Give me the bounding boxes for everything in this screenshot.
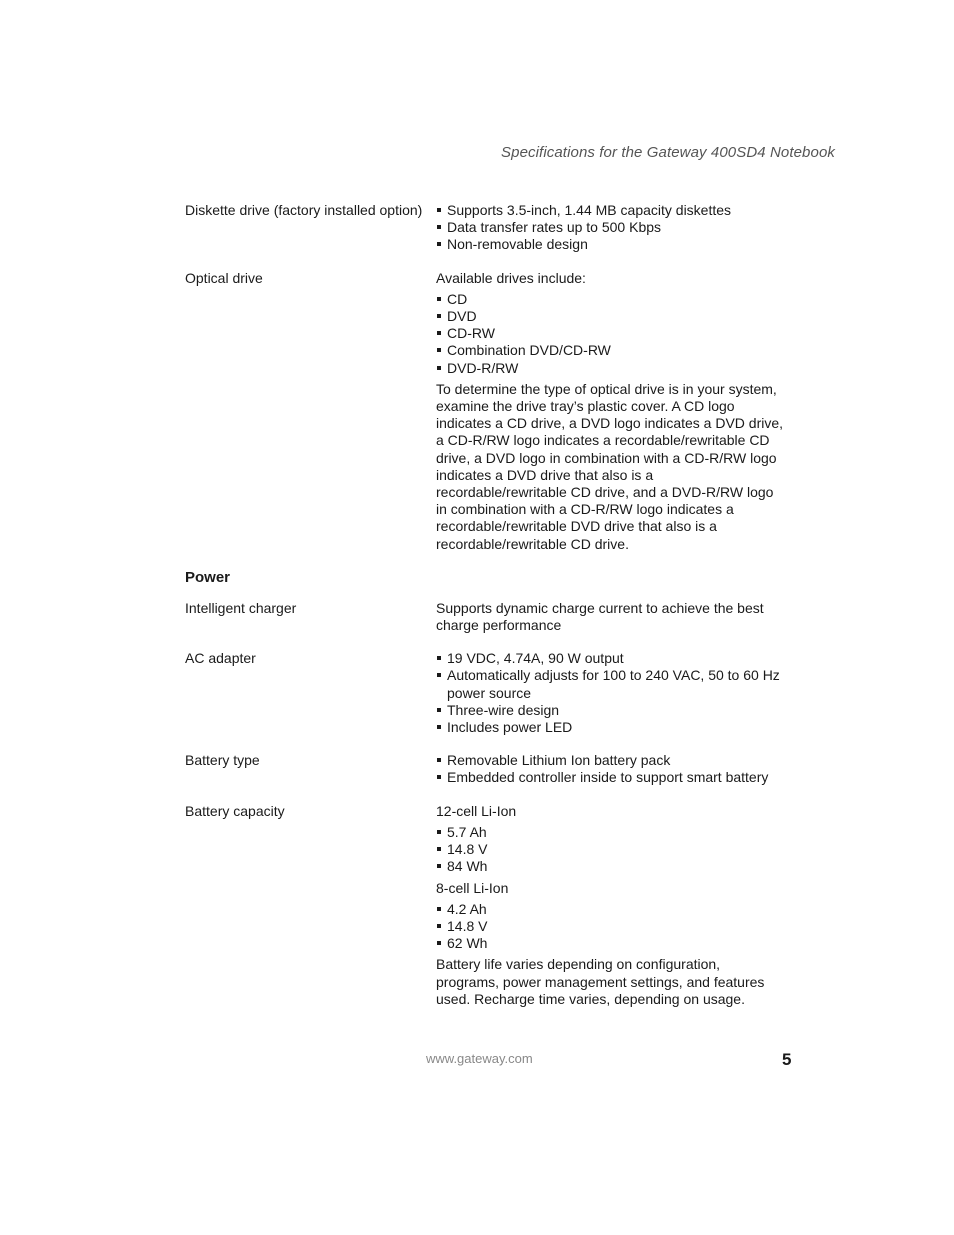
list-item: 4.2 Ah bbox=[436, 901, 785, 918]
spec-row-diskette-drive bbox=[185, 202, 785, 258]
list-item: 19 VDC, 4.74A, 90 W output bbox=[436, 650, 785, 667]
spec-row-battery-type bbox=[185, 752, 785, 790]
footer-url: www.gateway.com bbox=[426, 1051, 533, 1066]
spec-label: Battery type bbox=[185, 752, 260, 769]
bullet-list bbox=[436, 202, 785, 254]
spec-row-intelligent-charger bbox=[185, 600, 785, 638]
spec-row-battery-capacity bbox=[185, 803, 785, 1012]
list-item: 62 Wh bbox=[436, 935, 785, 952]
spec-detail bbox=[436, 270, 785, 557]
spec-label: Intelligent charger bbox=[185, 599, 297, 616]
list-item: CD-RW bbox=[436, 325, 785, 342]
spec-detail bbox=[436, 650, 785, 740]
bullet-list bbox=[436, 291, 785, 377]
section-title-power: Power bbox=[185, 568, 231, 586]
list-item: Three-wire design bbox=[436, 702, 785, 719]
bullet-list bbox=[436, 650, 785, 736]
bullet-list bbox=[436, 752, 785, 786]
list-item: Includes power LED bbox=[436, 719, 785, 736]
spec-text: Supports dynamic charge current to achieve the best charge performance bbox=[436, 599, 764, 634]
spec-note: To determine the type of optical drive is in your system, examine the drive tray’s plastic cover. A CD logo indicates a CD drive, a DVD logo indicates a DVD drive, a CD-R/RW logo indicates a recordable/rewritable CD drive, a DVD logo in combination with a CD-R/RW logo indicates a DVD drive that also is a recordable/rewritable CD drive, and a DVD-R/RW logo in combination with a CD-R/RW logo indicates a recordable/rewritable DVD drive that also is a recordable/rewritable CD drive. bbox=[436, 380, 784, 552]
battery-group-title: 12-cell Li-Ion bbox=[436, 802, 517, 819]
list-item: Data transfer rates up to 500 Kbps bbox=[436, 219, 785, 236]
list-item: 5.7 Ah bbox=[436, 824, 785, 841]
spec-note: Battery life varies depending on configuration, programs, power management settings, and features used. Recharge time varies, depending on usage. bbox=[436, 956, 765, 1007]
page-number: 5 bbox=[782, 1050, 792, 1069]
list-item: Embedded controller inside to support smart battery bbox=[436, 769, 785, 786]
spec-label: Diskette drive (factory installed option) bbox=[185, 202, 423, 218]
spec-detail bbox=[436, 803, 785, 1012]
spec-row-optical-drive bbox=[185, 270, 785, 557]
list-item: Non-removable design bbox=[436, 236, 785, 253]
list-item: 84 Wh bbox=[436, 858, 785, 875]
page-header-title: Specifications for the Gateway 400SD4 Notebook bbox=[501, 144, 835, 161]
spec-label: AC adapter bbox=[185, 650, 256, 667]
spec-detail bbox=[436, 202, 785, 258]
spec-detail bbox=[436, 752, 785, 790]
list-item: Combination DVD/CD-RW bbox=[436, 342, 785, 359]
spec-label: Battery capacity bbox=[185, 802, 285, 819]
list-item: Removable Lithium Ion battery pack bbox=[436, 752, 785, 769]
spec-label: Optical drive bbox=[185, 269, 263, 286]
spec-row-ac-adapter bbox=[185, 650, 785, 740]
list-item: 14.8 V bbox=[436, 841, 785, 858]
list-item: Supports 3.5-inch, 1.44 MB capacity diskettes bbox=[436, 202, 785, 219]
list-item: DVD bbox=[436, 308, 785, 325]
spec-intro: Available drives include: bbox=[436, 269, 586, 286]
battery-group-title: 8-cell Li-Ion bbox=[436, 879, 509, 896]
spec-detail bbox=[436, 600, 785, 638]
list-item: 14.8 V bbox=[436, 918, 785, 935]
specifications-content bbox=[185, 202, 785, 1024]
list-item: CD bbox=[436, 291, 785, 308]
bullet-list bbox=[436, 901, 785, 953]
list-item: Automatically adjusts for 100 to 240 VAC, 50 to 60 Hz power source bbox=[436, 667, 785, 701]
bullet-list bbox=[436, 824, 785, 876]
list-item: DVD-R/RW bbox=[436, 360, 785, 377]
